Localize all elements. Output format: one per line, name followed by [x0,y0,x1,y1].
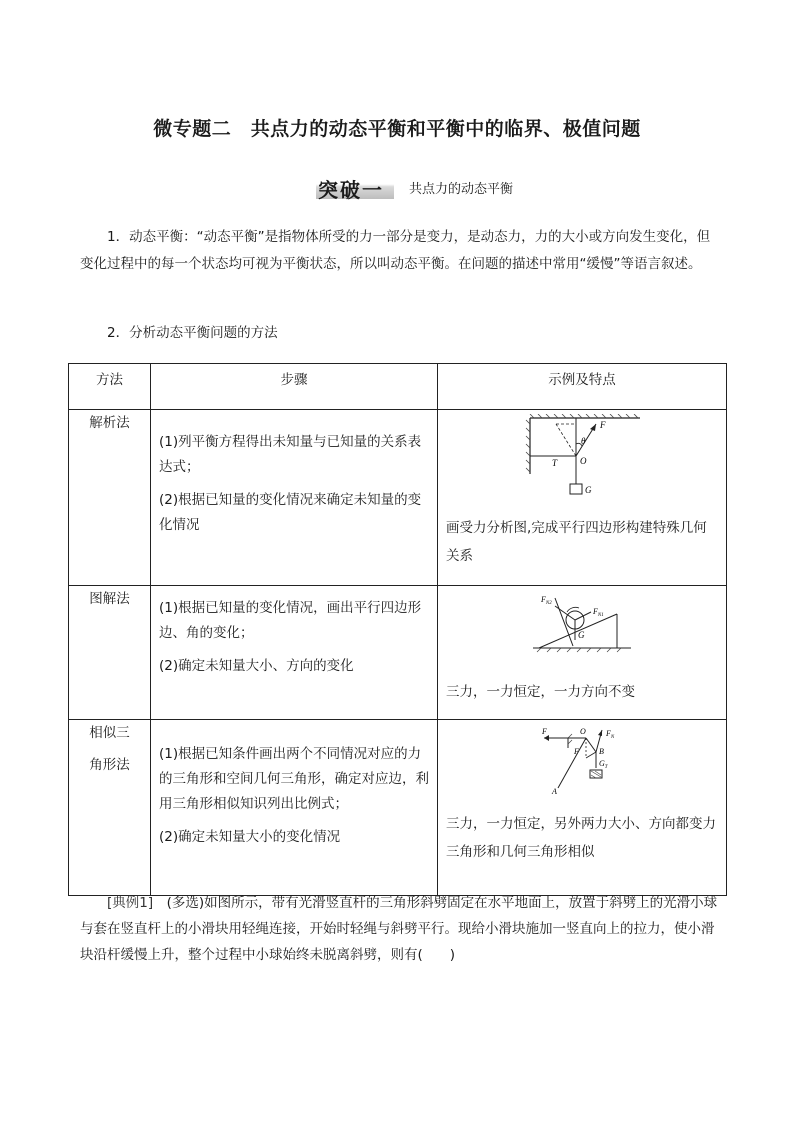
feature-text: 三力，一力恒定，另外两力大小、方向都变力三角形和几何三角形相似 [446,816,716,860]
methods-table [68,363,727,896]
example-cell [438,586,727,720]
weight-g-label: G [578,630,585,640]
weight-g-label: G [585,485,592,495]
point-o-label: O [580,456,587,466]
example-cell [438,720,727,896]
example-problem [80,890,720,968]
table-row [69,410,727,586]
step-text: (1)列平衡方程得出未知量与已知量的关系表达式； [159,434,422,475]
point-b-label: B [599,747,604,756]
method-cell [69,720,151,896]
steps-cell [151,586,438,720]
fn-label: $F_N$ [606,729,615,740]
paragraph-methods-intro: 2．分析动态平衡问题的方法 [107,325,278,341]
paragraph-dynamic-equilibrium: 1．动态平衡：“动态平衡”是指物体所受的力一部分是变力，是动态力，力的大小或方向发生变化，但变化过程中的每一个状态均可视为平衡状态，所以叫动态平衡。在问题的描述中常用“缓慢”等语言叙述。 [80,229,711,272]
fn2-label: $F_{N2}$ [541,595,552,606]
step-text: (2)根据已知量的变化情况来确定未知量的变化情况 [159,492,422,533]
steps-cell [151,720,438,896]
section-badge [316,172,394,202]
page-title: 微专题二 共点力的动态平衡和平衡中的临界、极值问题 [153,118,641,140]
section-badge-label: 突破一 [318,178,384,202]
steps-cell [151,410,438,586]
method-cell: 图解法 [69,586,151,720]
fn1-label: $F_{N1}$ [593,607,604,618]
method-line: 角形法 [89,757,130,773]
feature-text: 画受力分析图,完成平行四边形构建特殊几何关系 [446,520,707,564]
point-o-label: O [580,727,586,736]
method-cell: 解析法 [69,410,151,586]
force-f-left-label: F [542,727,547,736]
header-example: 示例及特点 [438,364,727,410]
feature-text: 三力，一力恒定，一力方向不变 [446,684,635,700]
step-text: (1)根据已知条件画出两个不同情况对应的力的三角形和空间几何三角形，确定对应边，利用三角形相似知识列出比例式； [159,746,429,812]
ball-on-incline-figure [527,590,637,654]
table-header-row [69,364,727,410]
theta-label: θ [581,436,586,446]
gt-label: $G_T$ [599,759,608,770]
section-subtitle: 共点力的动态平衡 [409,182,514,197]
force-f-mid-label: F [574,747,579,756]
header-method: 方法 [69,364,151,410]
similar-triangles-figure [522,724,642,796]
step-text: (2)确定未知量大小、方向的变化 [159,658,354,674]
tension-t-label: T [552,458,558,468]
point-a-label: A [552,787,557,796]
force-f-label: F [600,420,606,430]
example-body: (多选)如图所示，带有光滑竖直杆的三角形斜劈固定在水平地面上，放置于斜劈上的光滑小球与套在竖直杆上的小滑块用轻绳连接，开始时轻绳与斜劈平行。现给小滑块施加一竖直向上的拉力，使小滑块沿杆缓慢上升，整个过程中小球始终未脱离斜劈，则有( ) [80,895,718,963]
example-tag: [典例1] [107,895,154,911]
table-row [69,586,727,720]
table-row [69,720,727,896]
example-cell [438,410,727,586]
method-line: 相似三 [89,725,130,741]
rope-hanging-figure [512,414,652,500]
header-steps: 步骤 [151,364,438,410]
step-text: (1)根据已知量的变化情况，画出平行四边形边、角的变化； [159,600,422,641]
step-text: (2)确定未知量大小的变化情况 [159,829,341,845]
